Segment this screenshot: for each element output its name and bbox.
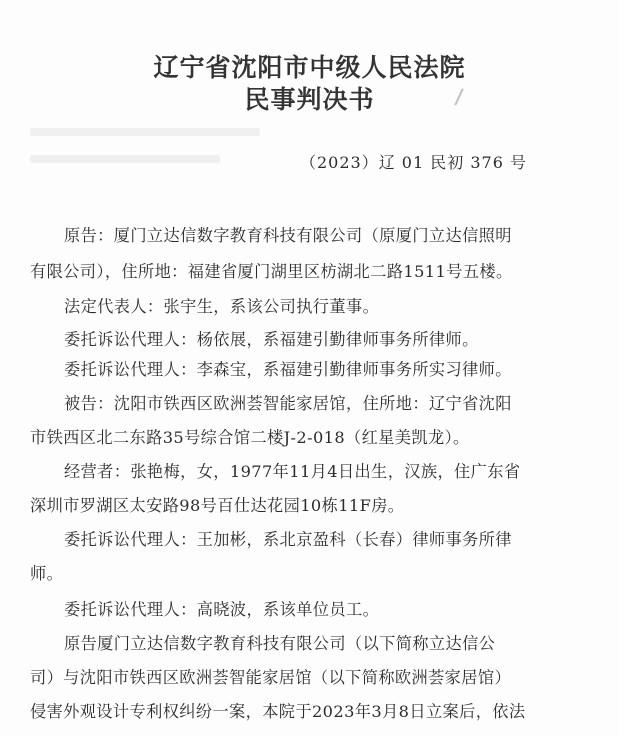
- faded-text: [30, 128, 260, 136]
- text-line: 委托诉讼代理人：李森宝，系福建引勤律师事务所实习律师。: [64, 360, 512, 379]
- text-line: 原告厦门立达信数字教育科技有限公司（以下简称立达信公: [64, 634, 496, 653]
- text-line: 师。: [30, 564, 64, 583]
- text-line: 委托诉讼代理人：杨依展，系福建引勤律师事务所律师。: [64, 330, 479, 349]
- text-line: 市铁西区北二东路35号综合馆二楼J-2-018（红星美凯龙）。: [30, 428, 470, 447]
- document-type: 民事判决书: [244, 85, 375, 114]
- court-name: 辽宁省沈阳市中级人民法院: [153, 53, 466, 82]
- text-line: 法定代表人：张宇生，系该公司执行董事。: [64, 297, 380, 316]
- text-line: 委托诉讼代理人：高晓波，系该单位员工。: [64, 600, 380, 619]
- text-line: 深圳市罗湖区太安路98号百仕达花园10栋11F房。: [30, 496, 405, 515]
- text-line: 有限公司），住所地：福建省厦门湖里区枋湖北二路1511号五楼。: [30, 262, 513, 281]
- text-line: 原告：厦门立达信数字教育科技有限公司（原厦门立达信照明: [64, 226, 512, 245]
- text-line: 司）与沈阳市铁西区欧洲荟智能家居馆（以下简称欧洲荟家居馆）: [30, 668, 512, 687]
- text-line: 委托诉讼代理人：王加彬，系北京盈科（长春）律师事务所律: [64, 530, 512, 549]
- case-number: （2023）辽 01 民初 376 号: [300, 153, 527, 172]
- text-line: 侵害外观设计专利权纠纷一案，本院于2023年3月8日立案后，依法: [30, 702, 526, 721]
- faded-text: [30, 155, 220, 163]
- text-line: 经营者：张艳梅，女，1977年11月4日出生，汉族，住广东省: [64, 462, 521, 481]
- text-line: 被告：沈阳市铁西区欧洲荟智能家居馆，住所地：辽宁省沈阳: [64, 394, 512, 413]
